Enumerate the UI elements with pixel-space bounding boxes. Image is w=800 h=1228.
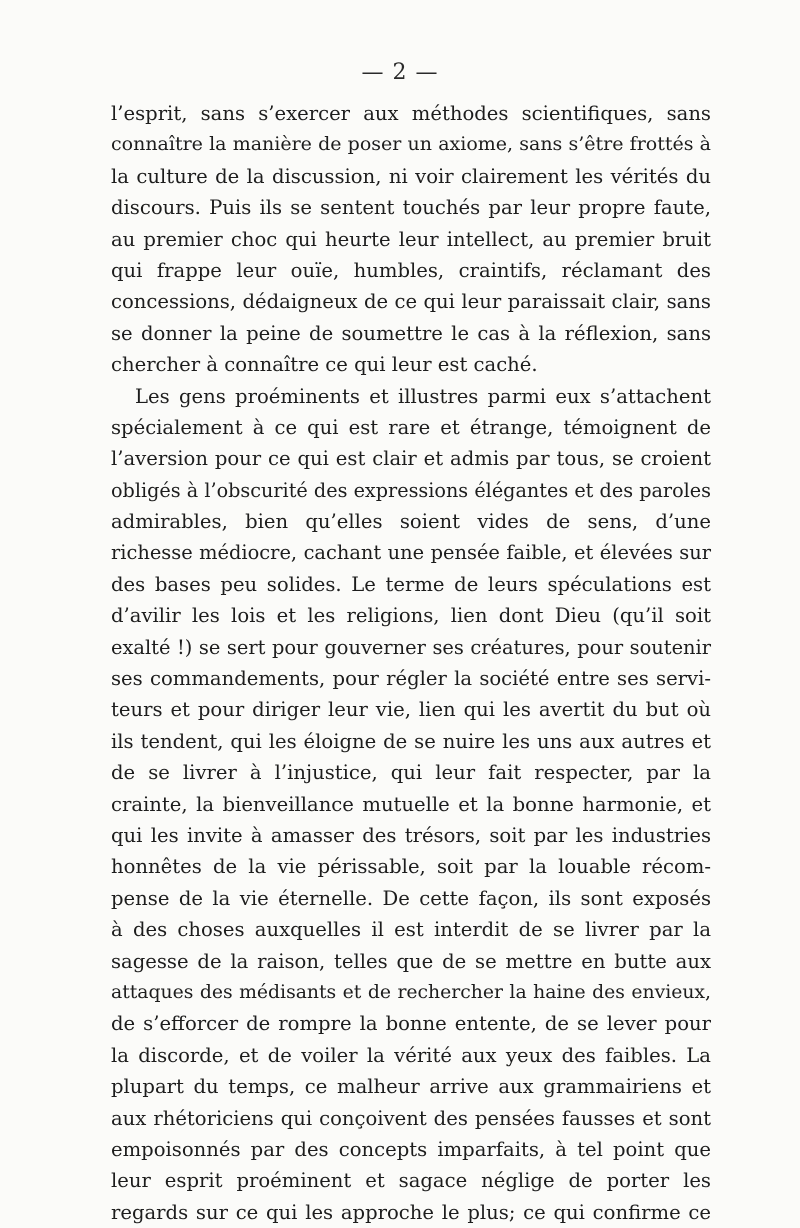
text-line: honnêtes de la vie périssable, soit par la louable récom- bbox=[111, 855, 711, 879]
text-line: aux rhétoriciens qui conçoivent des pensées fausses et sont bbox=[111, 1106, 711, 1130]
text-line: la culture de la discussion, ni voir clairement les vérités du bbox=[111, 164, 711, 188]
text-line: sagesse de la raison, telles que de se mettre en butte aux bbox=[111, 949, 711, 973]
text-line: des bases peu solides. Le terme de leurs spéculations est bbox=[111, 572, 711, 596]
text-line: l’aversion pour ce qui est clair et admis par tous, se croient bbox=[111, 447, 711, 471]
text-line: de s’efforcer de rompre la bonne entente, de se lever pour bbox=[111, 1012, 711, 1036]
text-line: d’avilir les lois et les religions, lien dont Dieu (qu’il soit bbox=[111, 604, 711, 628]
text-line: empoisonnés par des concepts imparfaits, à tel point que bbox=[111, 1137, 711, 1161]
text-line: exalté !) se sert pour gouverner ses créatures, pour soutenir bbox=[111, 635, 711, 659]
text-line: crainte, la bienveillance mutuelle et la bonne harmonie, et bbox=[111, 792, 711, 816]
text-line: ils tendent, qui les éloigne de se nuire les uns aux autres et bbox=[111, 729, 711, 753]
text-line: ses commandements, pour régler la société entre ses servi- bbox=[111, 667, 711, 691]
text-line: concessions, dédaigneux de ce qui leur paraissait clair, sans bbox=[111, 290, 711, 314]
text-line: connaître la manière de poser un axiome, sans s’être frottés à bbox=[111, 133, 711, 156]
text-line: attaques des médisants et de rechercher la haine des envieux, bbox=[111, 981, 711, 1003]
paragraph-end-line: chercher à connaître ce qui leur est caché. bbox=[111, 353, 538, 377]
text-line: plupart du temps, ce malheur arrive aux grammairiens et bbox=[111, 1075, 711, 1099]
text-line: qui les invite à amasser des trésors, soit par les industries bbox=[111, 823, 711, 847]
text-line: admirables, bien qu’elles soient vides de sens, d’une bbox=[111, 510, 711, 534]
text-line: leur esprit proéminent et sagace néglige de porter les bbox=[111, 1169, 711, 1193]
text-line: spécialement à ce qui est rare et étrange, témoignent de bbox=[111, 415, 711, 439]
text-line: teurs et pour diriger leur vie, lien qui les avertit du but où bbox=[111, 698, 711, 722]
body-text bbox=[111, 98, 711, 1228]
text-line: se donner la peine de soumettre le cas à la réflexion, sans bbox=[111, 321, 711, 345]
text-line: pense de la vie éternelle. De cette façon, ils sont exposés bbox=[111, 886, 711, 910]
page-number: — 2 — bbox=[361, 60, 439, 85]
text-line: discours. Puis ils se sentent touchés par leur propre faute, bbox=[111, 196, 711, 220]
text-line: obligés à l’obscurité des expressions élégantes et des paroles bbox=[111, 478, 711, 502]
text-line: qui frappe leur ouïe, humbles, craintifs, réclamant des bbox=[111, 258, 711, 282]
text-line: au premier choc qui heurte leur intellect, au premier bruit bbox=[111, 227, 711, 251]
text-line: de se livrer à l’injustice, qui leur fait respecter, par la bbox=[111, 761, 711, 785]
text-line: l’esprit, sans s’exercer aux méthodes scientifiques, sans bbox=[111, 102, 711, 125]
paragraph-start-line: Les gens proéminents et illustres parmi eux s’attachent bbox=[135, 384, 711, 408]
text-line: regards sur ce qui les approche le plus; ce qui confirme ce bbox=[111, 1200, 711, 1224]
text-line: richesse médiocre, cachant une pensée faible, et élevées sur bbox=[111, 541, 711, 565]
text-line: à des choses auxquelles il est interdit de se livrer par la bbox=[111, 918, 711, 942]
text-line: la discorde, et de voiler la vérité aux yeux des faibles. La bbox=[111, 1043, 711, 1067]
